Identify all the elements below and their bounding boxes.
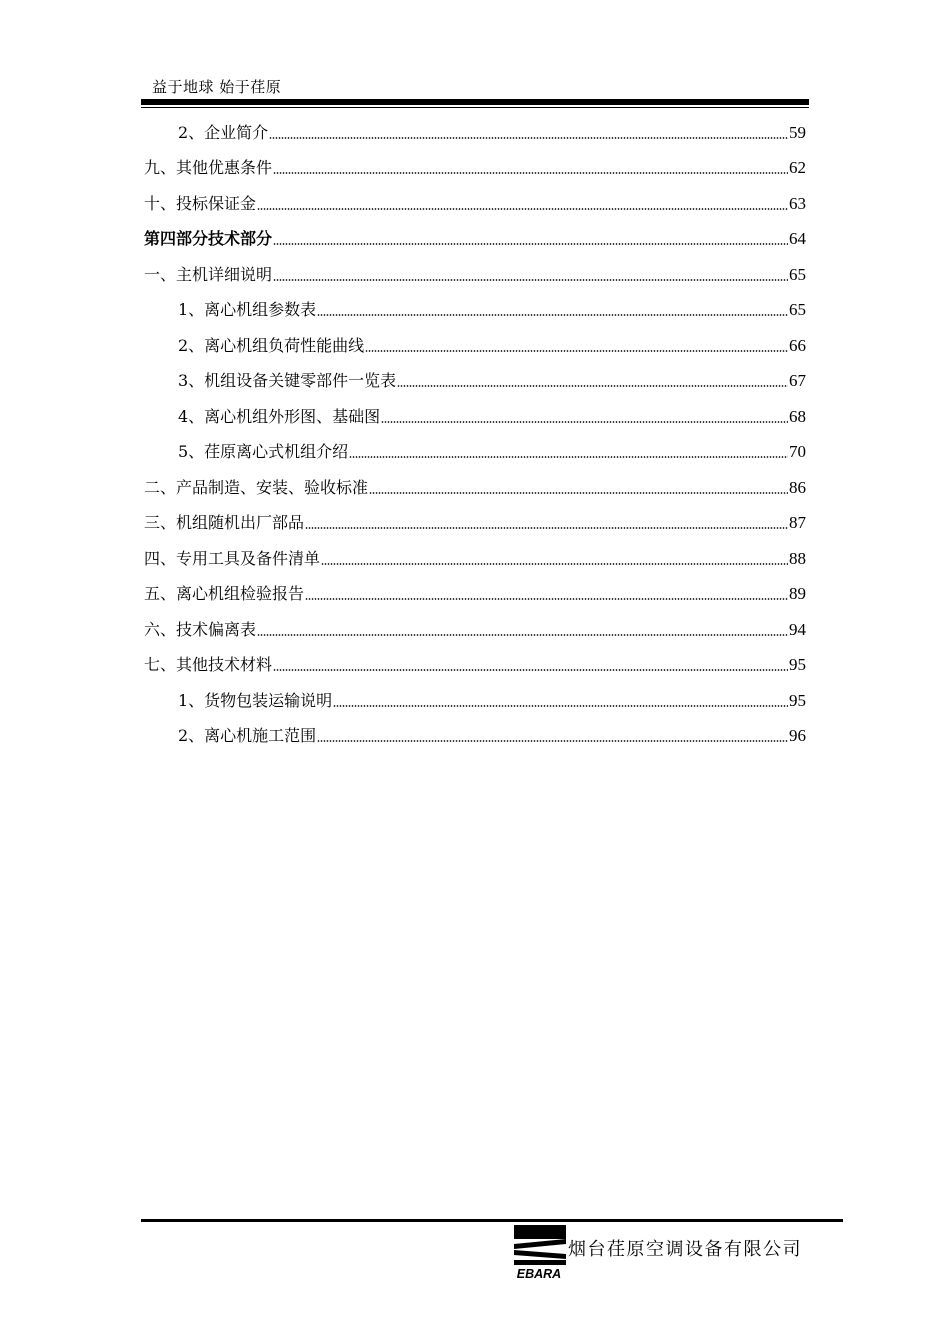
toc-entry[interactable] xyxy=(144,288,806,324)
header-slogan: 益于地球 始于荏原 xyxy=(152,78,282,96)
toc-entry[interactable] xyxy=(144,607,806,643)
toc-entry-page: 66 xyxy=(789,335,806,355)
toc-dot-leader xyxy=(333,705,788,707)
toc-entry-title: 九、其他优惠条件 xyxy=(144,158,273,177)
toc-entry-title: 五、离心机组检验报告 xyxy=(144,584,305,603)
toc-entry-page: 70 xyxy=(789,442,806,461)
toc-entry[interactable] xyxy=(144,465,806,501)
toc-dot-leader xyxy=(317,740,788,742)
company-name: 烟台荏原空调设备有限公司 xyxy=(568,1239,802,1260)
toc-dot-leader xyxy=(381,421,788,423)
toc-dot-leader xyxy=(273,243,788,245)
toc-entry-page: 68 xyxy=(789,406,806,426)
toc-entry-title: 七、其他技术材料 xyxy=(144,655,273,674)
toc-entry-page: 65 xyxy=(789,300,806,319)
toc-entry[interactable] xyxy=(144,714,806,750)
toc-dot-leader xyxy=(273,172,788,174)
toc-entry-page: 63 xyxy=(789,193,806,213)
toc-entry[interactable] xyxy=(144,146,806,182)
logo-wordmark: EBARA xyxy=(516,1267,562,1280)
toc-entry-title: 六、技术偏离表 xyxy=(144,619,257,639)
toc-entry-page: 62 xyxy=(789,158,806,177)
toc-entry-page: 64 xyxy=(789,229,806,248)
toc-entry-title: 5、荏原离心式机组介绍 xyxy=(178,442,349,461)
toc-dot-leader xyxy=(317,314,788,316)
toc-dot-leader xyxy=(305,527,788,529)
toc-entry-title: 十、投标保证金 xyxy=(144,193,257,213)
toc-entry-title: 第四部分技术部分 xyxy=(144,229,273,248)
toc-dot-leader xyxy=(257,208,788,210)
toc-entry[interactable] xyxy=(144,572,806,608)
toc-entry-page: 88 xyxy=(789,548,806,568)
toc-dot-leader xyxy=(369,492,788,494)
toc-entry[interactable] xyxy=(144,536,806,572)
toc-entry-page: 96 xyxy=(789,726,806,745)
toc-entry-page: 89 xyxy=(789,584,806,603)
toc-entry-title: 2、离心机组负荷性能曲线 xyxy=(178,335,365,355)
toc-dot-leader xyxy=(349,456,788,458)
toc-dot-leader xyxy=(273,279,788,281)
toc-entry[interactable] xyxy=(144,323,806,359)
toc-entry-page: 95 xyxy=(789,655,806,674)
toc-entry-title: 一、主机详细说明 xyxy=(144,264,273,284)
header-rule xyxy=(141,99,809,105)
toc-entry[interactable] xyxy=(144,394,806,430)
toc-entry-page: 67 xyxy=(789,371,806,390)
footer-rule xyxy=(141,1219,843,1222)
toc-entry-page: 94 xyxy=(789,619,806,639)
toc-entry-title: 2、离心机施工范围 xyxy=(178,726,317,745)
toc-entry-title: 四、专用工具及备件清单 xyxy=(144,548,321,568)
toc-entry[interactable] xyxy=(144,217,806,253)
toc-entry-page: 59 xyxy=(789,122,806,142)
toc-entry[interactable] xyxy=(144,181,806,217)
toc-dot-leader xyxy=(321,563,788,565)
toc-dot-leader xyxy=(305,598,788,600)
toc-entry-page: 65 xyxy=(789,264,806,284)
toc-dot-leader xyxy=(365,350,788,352)
toc-entry-title: 2、企业简介 xyxy=(178,122,269,142)
table-of-contents xyxy=(144,110,806,749)
toc-entry[interactable] xyxy=(144,110,806,146)
toc-entry-page: 86 xyxy=(789,477,806,497)
toc-entry[interactable] xyxy=(144,643,806,679)
toc-entry-page: 87 xyxy=(789,513,806,532)
toc-entry-title: 1、离心机组参数表 xyxy=(178,300,317,319)
toc-entry[interactable] xyxy=(144,252,806,288)
toc-dot-leader xyxy=(273,669,788,671)
toc-entry-title: 4、离心机组外形图、基础图 xyxy=(178,406,381,426)
toc-entry[interactable] xyxy=(144,359,806,395)
toc-entry[interactable] xyxy=(144,501,806,537)
toc-entry-title: 二、产品制造、安装、验收标准 xyxy=(144,477,369,497)
toc-entry-page: 95 xyxy=(789,690,806,710)
toc-entry[interactable] xyxy=(144,678,806,714)
ebara-logo xyxy=(512,1224,566,1280)
toc-entry-title: 3、机组设备关键零部件一览表 xyxy=(178,371,397,390)
toc-entry-title: 三、机组随机出厂部品 xyxy=(144,513,305,532)
toc-dot-leader xyxy=(397,385,788,387)
toc-dot-leader xyxy=(257,634,788,636)
header-rule-thin xyxy=(141,107,809,108)
toc-entry-title: 1、货物包装运输说明 xyxy=(178,690,333,710)
toc-entry[interactable] xyxy=(144,430,806,466)
toc-dot-leader xyxy=(269,137,788,139)
